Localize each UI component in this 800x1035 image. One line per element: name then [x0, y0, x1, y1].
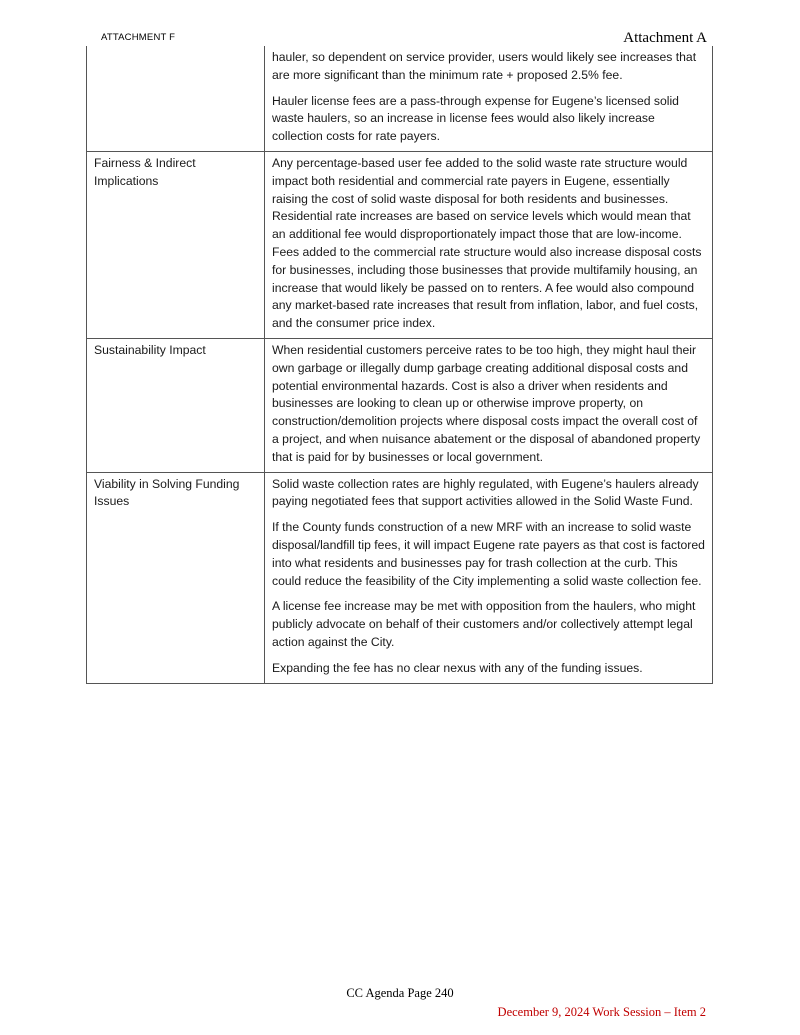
row-label-viability: Viability in Solving Funding Issues [87, 472, 265, 683]
attachment-a-label: Attachment A [623, 30, 707, 46]
table-row-fairness [87, 151, 713, 338]
paragraph: Any percentage-based user fee added to the solid waste rate structure would impact both residential and commercial rate payers in Eugene, essentially raising the cost of solid waste disposal for both residents and businesses. Residential rate increases are based on service levels which would mean that an additional fee would disproportionately impact those that are low-income. Fees added to the commercial rate structure would also increase disposal costs for businesses, including those businesses that provide multifamily housing, an increase that would likely be passed on to renters. A fee would also compound any market-based rate increases that result from inflation, labor, and fuel costs, and the consumer price index. [272, 155, 702, 331]
row-label-sustainability: Sustainability Impact [87, 338, 265, 472]
paragraph: When residential customers perceive rates to be too high, they might haul their own garbage or illegally dump garbage creating additional disposal costs and potential environmental hazards. Cost is also a driver when residents and businesses are looking to clean up or otherwise improve property, on construction/demolition projects where disposal costs impact the overall cost of a project, and when nuisance abatement or the disposal of abandoned property that is paid for by businesses or local government. [272, 342, 701, 464]
row-body-sustainability [265, 338, 713, 472]
assessment-table [86, 46, 713, 684]
paragraph: Solid waste collection rates are highly regulated, with Eugene’s haulers already paying negotiated fees that support activities allowed in the Solid Waste Fund. [272, 476, 699, 509]
attachment-f-label: ATTACHMENT F [101, 32, 176, 43]
table-row-continuation [87, 46, 713, 151]
paragraph: If the County funds construction of a new MRF with an increase to solid waste disposal/landfill tip fees, it will impact Eugene rate payers as that cost is factored into what residents and businesses pay for trash collection at the curb. This could reduce the feasibility of the City implementing a solid waste collection fee. [272, 520, 705, 588]
row-label-fairness: Fairness & Indirect Implications [87, 151, 265, 338]
paragraph: hauler, so dependent on service provider, users would likely see increases that are more significant than the minimum rate + proposed 2.5% fee. [272, 50, 697, 82]
row-label-empty [87, 46, 265, 151]
session-label: December 9, 2024 Work Session – Item 2 [497, 1005, 706, 1019]
row-body-continuation [265, 46, 713, 151]
table-row-viability [87, 472, 713, 683]
row-body-fairness [265, 151, 713, 338]
table-row-sustainability [87, 338, 713, 472]
row-body-viability [265, 472, 713, 683]
paragraph: Expanding the fee has no clear nexus with any of the funding issues. [272, 660, 643, 675]
paragraph: A license fee increase may be met with opposition from the haulers, who might publicly advocate on behalf of their customers and/or collectively attempt legal action against the City. [272, 599, 696, 649]
page-number-label: CC Agenda Page 240 [346, 986, 454, 1000]
paragraph: Hauler license fees are a pass-through expense for Eugene’s licensed solid waste haulers, so an increase in license fees would also likely increase collection costs for rate payers. [272, 93, 679, 144]
